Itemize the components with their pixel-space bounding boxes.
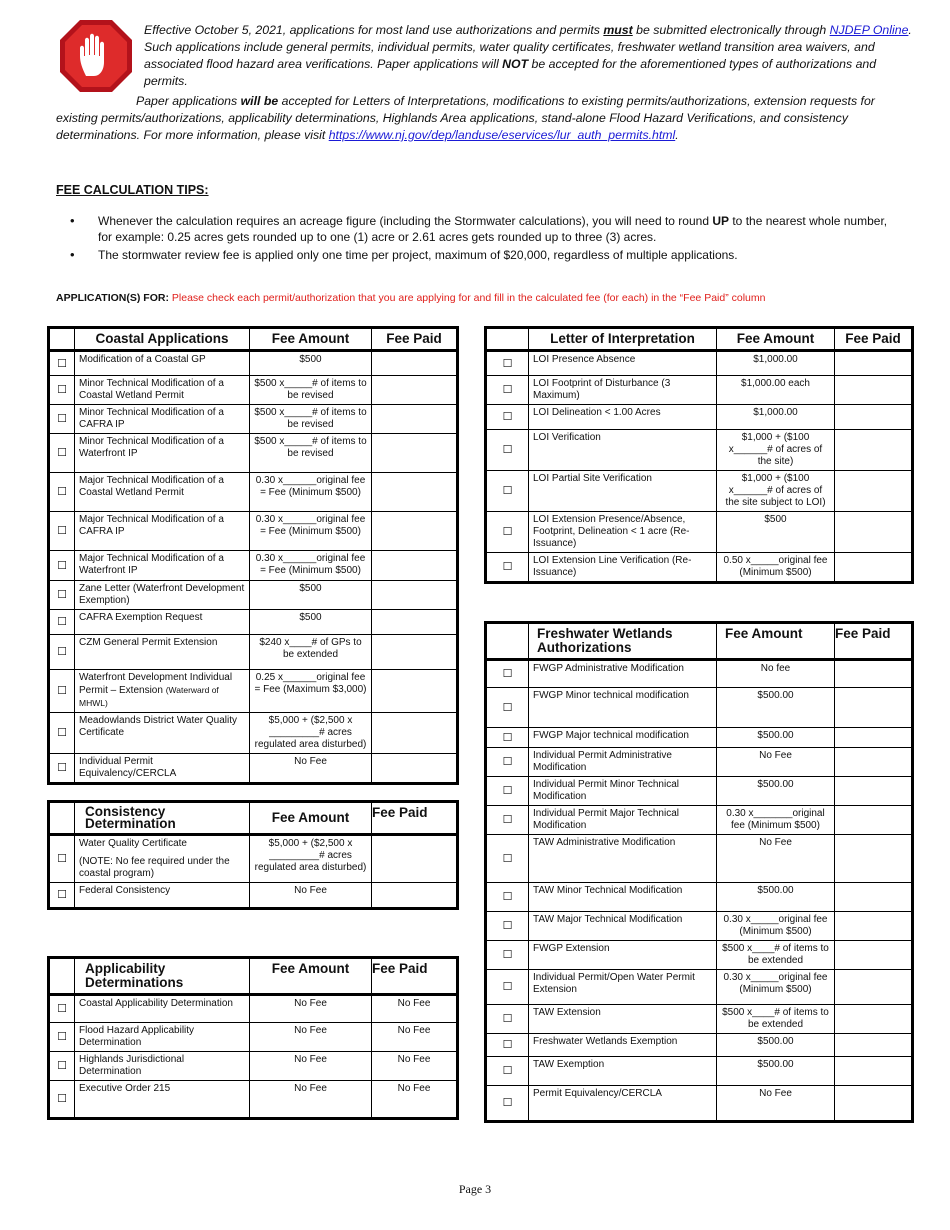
table-row — [486, 941, 913, 970]
fee-paid-cell[interactable] — [372, 551, 458, 581]
permit-name-cell — [529, 728, 717, 748]
table-row — [486, 471, 913, 512]
permit-name-cell — [529, 1057, 717, 1086]
row-checkbox[interactable]: ☐ — [49, 405, 75, 434]
permit-name: Major Technical Modification of a CAFRA IP — [79, 514, 224, 537]
row-checkbox[interactable]: ☐ — [486, 351, 529, 376]
permit-name: Major Technical Modification of a Coastal Wetland Permit — [79, 475, 224, 498]
table-row — [486, 351, 913, 376]
fee-paid-cell[interactable] — [835, 1005, 913, 1034]
fee-amount-cell: 0.30 x_______original fee (Minimum $500) — [717, 806, 835, 835]
fee-amount-cell: $500.00 — [717, 1034, 835, 1057]
fee-amount-cell: 0.25 x______original fee = Fee (Maximum $3,000) — [250, 670, 372, 713]
fee-paid-cell[interactable] — [372, 883, 458, 909]
table-row — [49, 610, 458, 635]
permit-name: Individual Permit Administrative Modification — [533, 750, 672, 773]
permit-name-cell — [75, 473, 250, 512]
fee-paid-cell[interactable] — [372, 610, 458, 635]
permit-name-cell — [75, 635, 250, 670]
permit-name: Zane Letter (Waterfront Development Exemption) — [79, 583, 245, 606]
fee-amount-cell: 0.30 x______original fee = Fee (Minimum $500) — [250, 512, 372, 551]
table-row — [486, 970, 913, 1005]
fee-amount-cell: $500 x_____# of items to be revised — [250, 405, 372, 434]
table-row — [486, 806, 913, 835]
row-checkbox[interactable]: ☐ — [49, 610, 75, 635]
col-header-fee-paid: Fee Paid — [835, 623, 913, 660]
row-checkbox[interactable]: ☐ — [486, 777, 529, 806]
fee-amount-cell: 0.30 x_____original fee (Minimum $500) — [717, 970, 835, 1005]
row-checkbox[interactable]: ☐ — [49, 581, 75, 610]
table-row — [486, 660, 913, 688]
permit-name-cell — [529, 405, 717, 430]
permit-name-cell — [529, 1005, 717, 1034]
notice-paragraph-1: Effective October 5, 2021, applications for most land use authorizations and permits must be submitted electronically through NJDEP Online. Such applications include general permits, individual permits, water quality certificates, freshwater wetland transition area waivers, and associated flood hazard area verifications. Paper applications will NOT be accepted for the aforementioned types of authorizations and permits. — [144, 23, 912, 88]
col-header-fee-amount: Fee Amount — [250, 802, 372, 835]
permit-name: Flood Hazard Applicability Determination — [79, 1025, 195, 1048]
permit-name: CZM General Permit Extension — [79, 637, 218, 648]
permit-name-cell — [529, 1034, 717, 1057]
permit-name: TAW Administrative Modification — [533, 837, 676, 848]
consistency-determination-table — [47, 800, 459, 910]
permit-name-cell — [75, 1052, 250, 1081]
permit-name-cell — [75, 610, 250, 635]
permit-name-cell — [529, 553, 717, 583]
permit-name: Individual Permit/Open Water Permit Extension — [533, 972, 695, 995]
permit-name-cell — [75, 670, 250, 713]
permit-name: TAW Major Technical Modification — [533, 914, 683, 925]
fee-paid-cell[interactable] — [835, 728, 913, 748]
row-checkbox[interactable]: ☐ — [486, 912, 529, 941]
fee-amount-cell: $1,000.00 — [717, 351, 835, 376]
permit-name: Highlands Jurisdictional Determination — [79, 1054, 185, 1077]
table-row — [486, 688, 913, 728]
fee-paid-cell[interactable] — [835, 912, 913, 941]
row-checkbox[interactable]: ☐ — [49, 1023, 75, 1052]
coastal-applications-table — [47, 326, 459, 785]
fee-amount-cell: 0.30 x_____original fee (Minimum $500) — [717, 912, 835, 941]
row-checkbox[interactable]: ☐ — [486, 883, 529, 912]
row-checkbox[interactable]: ☐ — [486, 405, 529, 430]
permit-name-cell — [75, 351, 250, 376]
permit-name: Water Quality Certificate — [79, 838, 187, 849]
table-row — [49, 1023, 458, 1052]
permit-name-cell — [529, 748, 717, 777]
table-row — [49, 581, 458, 610]
fee-paid-cell[interactable] — [835, 883, 913, 912]
permit-name: FWGP Administrative Modification — [533, 663, 684, 674]
fee-tip-rounding: • Whenever the calculation requires an acreage figure (including the Stormwater calculations), you will need to round UP to the nearest whole number, for example: 0.25 acres gets rounded up to one (1) acre or 2.61 acres gets rounded up to three (3) acres. — [70, 213, 900, 245]
permit-name-cell — [75, 883, 250, 909]
row-checkbox[interactable]: ☐ — [49, 1081, 75, 1119]
row-checkbox[interactable]: ☐ — [486, 1057, 529, 1086]
permit-name-cell — [75, 512, 250, 551]
permit-name-cell — [75, 713, 250, 754]
fee-amount-cell: 0.50 x_____original fee (Minimum $500) — [717, 553, 835, 583]
letter-of-interpretation-table — [484, 326, 914, 584]
permit-name-cell — [529, 351, 717, 376]
permit-name-cell — [529, 512, 717, 553]
table-row — [49, 351, 458, 376]
page-number: Page 3 — [458, 1182, 492, 1196]
permit-name-cell — [529, 430, 717, 471]
table-row — [486, 376, 913, 405]
fee-amount-cell: $5,000 + ($2,500 x _________# acres regulated area disturbed) — [250, 713, 372, 754]
row-checkbox[interactable]: ☐ — [49, 713, 75, 754]
fee-amount-cell: $1,000.00 each — [717, 376, 835, 405]
fee-amount-cell: No fee — [717, 660, 835, 688]
permit-name: Minor Technical Modification of a CAFRA IP — [79, 407, 224, 430]
permit-name-cell — [529, 1086, 717, 1122]
permit-name-cell — [529, 941, 717, 970]
fee-amount-cell: $500 x_____# of items to be revised — [250, 434, 372, 473]
fee-paid-cell[interactable] — [835, 806, 913, 835]
permit-name: FWGP Extension — [533, 943, 610, 954]
fee-amount-cell: No Fee — [250, 1081, 372, 1119]
table-row — [49, 713, 458, 754]
row-checkbox[interactable]: ☐ — [49, 473, 75, 512]
fee-amount-cell: $500 — [250, 581, 372, 610]
row-checkbox[interactable]: ☐ — [49, 351, 75, 376]
fee-tip-stormwater: • The stormwater review fee is applied only one time per project, maximum of $20,000, regardless of multiple applications. — [70, 247, 900, 263]
col-header-name: Consistency Determination — [75, 802, 250, 835]
permit-name: Permit Equivalency/CERCLA — [533, 1088, 662, 1099]
permit-name-cell — [75, 1023, 250, 1052]
col-header-name: Letter of Interpretation — [529, 328, 717, 351]
row-checkbox[interactable]: ☐ — [486, 688, 529, 728]
table-row — [486, 1057, 913, 1086]
row-checkbox[interactable]: ☐ — [49, 376, 75, 405]
fee-paid-cell[interactable] — [372, 635, 458, 670]
table-row — [49, 405, 458, 434]
fee-amount-cell: $500.00 — [717, 688, 835, 728]
table-row — [486, 1086, 913, 1122]
fee-paid-cell[interactable] — [372, 405, 458, 434]
table-row — [486, 405, 913, 430]
fee-amount-cell: No Fee — [250, 754, 372, 784]
permit-name-cell — [75, 376, 250, 405]
permit-name-qualifier: (Waterward of MHWL) — [79, 685, 219, 708]
table-row — [49, 473, 458, 512]
col-header-name: Freshwater Wetlands Authorizations — [529, 623, 717, 660]
application-for-instruction: APPLICATION(S) FOR: Please check each permit/authorization that you are applying for and fill in the calculated fee (for each) in the “Fee Paid” column — [56, 292, 766, 304]
col-header-name: Coastal Applications — [75, 328, 250, 351]
permit-name-cell — [529, 835, 717, 883]
row-checkbox[interactable]: ☐ — [49, 754, 75, 784]
table-row — [486, 835, 913, 883]
row-checkbox[interactable]: ☐ — [486, 728, 529, 748]
permit-name: LOI Extension Line Verification (Re-Issuance) — [533, 555, 692, 578]
col-header-fee-paid: Fee Paid — [372, 328, 458, 351]
table-row — [486, 748, 913, 777]
row-checkbox[interactable]: ☐ — [49, 995, 75, 1023]
fee-amount-cell: 0.30 x______original fee = Fee (Minimum $500) — [250, 551, 372, 581]
col-header-fee-amount: Fee Amount — [250, 328, 372, 351]
permit-name: Meadowlands District Water Quality Certificate — [79, 715, 238, 738]
fee-paid-cell[interactable] — [835, 1086, 913, 1122]
fee-amount-cell: No Fee — [717, 835, 835, 883]
permit-name: TAW Exemption — [533, 1059, 605, 1070]
permit-name: Individual Permit Minor Technical Modification — [533, 779, 679, 802]
row-checkbox[interactable]: ☐ — [486, 1005, 529, 1034]
permit-name: FWGP Major technical modification — [533, 730, 689, 741]
fee-paid-cell[interactable] — [835, 471, 913, 512]
table-row — [486, 777, 913, 806]
table-row — [49, 670, 458, 713]
fee-paid-cell[interactable] — [835, 970, 913, 1005]
fee-paid-cell[interactable] — [372, 713, 458, 754]
njdep-online-link[interactable]: NJDEP Online — [829, 23, 909, 37]
fee-paid-cell[interactable] — [835, 941, 913, 970]
table-row — [486, 430, 913, 471]
fee-paid-cell[interactable] — [835, 512, 913, 553]
permit-name: Individual Permit Major Technical Modification — [533, 808, 679, 831]
fee-amount-cell: $240 x____# of GPs to be extended — [250, 635, 372, 670]
permit-name: Minor Technical Modification of a Waterfront IP — [79, 436, 224, 459]
fee-amount-cell: $5,000 + ($2,500 x _________# acres regulated area disturbed) — [250, 835, 372, 883]
col-header-fee-paid: Fee Paid — [372, 958, 458, 995]
permit-name: Coastal Applicability Determination — [79, 998, 233, 1009]
permit-name: FWGP Minor technical modification — [533, 690, 689, 701]
row-checkbox[interactable]: ☐ — [486, 1086, 529, 1122]
table-row — [486, 1034, 913, 1057]
table-row — [49, 835, 458, 883]
permit-name-cell — [75, 551, 250, 581]
fee-paid-cell[interactable]: No Fee — [372, 1052, 458, 1081]
fee-amount-cell: $500.00 — [717, 883, 835, 912]
fee-paid-cell[interactable]: No Fee — [372, 995, 458, 1023]
table-row — [49, 754, 458, 784]
permit-name: Major Technical Modification of a Waterfront IP — [79, 553, 224, 576]
fee-amount-cell: No Fee — [717, 1086, 835, 1122]
table-row — [49, 1052, 458, 1081]
fee-paid-cell[interactable] — [835, 688, 913, 728]
permit-name: Federal Consistency — [79, 885, 171, 896]
fee-amount-cell: No Fee — [717, 748, 835, 777]
table-row — [49, 995, 458, 1023]
permit-name-cell — [75, 581, 250, 610]
fee-paid-cell[interactable] — [372, 376, 458, 405]
row-checkbox[interactable]: ☐ — [486, 471, 529, 512]
fee-tips-list — [70, 213, 900, 265]
row-checkbox[interactable]: ☐ — [486, 941, 529, 970]
fee-amount-cell: $1,000 + ($100 x______# of acres of the site subject to LOI) — [717, 471, 835, 512]
fee-paid-cell[interactable] — [372, 512, 458, 551]
row-checkbox[interactable]: ☐ — [486, 970, 529, 1005]
permit-name: Freshwater Wetlands Exemption — [533, 1036, 678, 1047]
table-row — [49, 883, 458, 909]
row-checkbox[interactable]: ☐ — [49, 835, 75, 883]
permit-name-cell — [529, 883, 717, 912]
table-row — [486, 553, 913, 583]
fee-amount-cell: No Fee — [250, 1052, 372, 1081]
row-checkbox[interactable]: ☐ — [49, 551, 75, 581]
col-header-fee-amount: Fee Amount — [250, 958, 372, 995]
permit-name: Waterfront Development Individual Permit – Extension — [79, 672, 233, 696]
fee-paid-cell[interactable]: No Fee — [372, 1081, 458, 1119]
permit-name-cell — [529, 660, 717, 688]
permit-name-cell — [75, 1081, 250, 1119]
col-header-fee-paid: Fee Paid — [835, 328, 913, 351]
row-checkbox[interactable]: ☐ — [49, 883, 75, 909]
permit-name: LOI Partial Site Verification — [533, 473, 652, 484]
permit-name-cell — [529, 471, 717, 512]
fee-paid-cell[interactable] — [372, 473, 458, 512]
row-checkbox[interactable]: ☐ — [486, 512, 529, 553]
fee-amount-cell: $500 x_____# of items to be revised — [250, 376, 372, 405]
row-checkbox[interactable]: ☐ — [486, 430, 529, 471]
permit-note: (NOTE: No fee required under the coastal program) — [79, 856, 230, 879]
permit-name: Individual Permit Equivalency/CERCLA — [79, 756, 177, 779]
fee-amount-cell: $500.00 — [717, 1057, 835, 1086]
permit-name: Executive Order 215 — [79, 1083, 171, 1094]
table-row — [486, 728, 913, 748]
permit-name-cell — [529, 806, 717, 835]
row-checkbox[interactable]: ☐ — [486, 748, 529, 777]
fee-paid-cell[interactable] — [835, 351, 913, 376]
fee-amount-cell: $500 x____# of items to be extended — [717, 1005, 835, 1034]
applicability-determinations-table — [47, 956, 459, 1120]
col-header-name: Applicability Determinations — [75, 958, 250, 995]
lur-auth-permits-link[interactable]: https://www.nj.gov/dep/landuse/eservices/lur_auth_permits.html — [328, 128, 676, 142]
table-row — [49, 376, 458, 405]
permit-name: TAW Extension — [533, 1007, 601, 1018]
row-checkbox[interactable]: ☐ — [49, 434, 75, 473]
permit-name: LOI Extension Presence/Absence, Footprint, Delineation < 1 acre (Re-Issuance) — [533, 514, 690, 549]
permit-name-cell — [75, 434, 250, 473]
row-checkbox[interactable]: ☐ — [486, 806, 529, 835]
permit-name: LOI Verification — [533, 432, 601, 443]
row-checkbox[interactable]: ☐ — [486, 1034, 529, 1057]
permit-name-cell — [75, 405, 250, 434]
row-checkbox[interactable]: ☐ — [486, 553, 529, 583]
permit-name: TAW Minor Technical Modification — [533, 885, 683, 896]
electronic-submission-notice — [56, 22, 916, 144]
freshwater-wetlands-table — [484, 621, 914, 1123]
fee-amount-cell: $500 — [250, 610, 372, 635]
fee-paid-cell[interactable]: No Fee — [372, 1023, 458, 1052]
row-checkbox[interactable]: ☐ — [486, 835, 529, 883]
permit-name-cell — [75, 835, 250, 883]
fee-paid-cell[interactable] — [835, 835, 913, 883]
permit-name: LOI Footprint of Disturbance (3 Maximum) — [533, 378, 671, 401]
permit-name-cell — [75, 995, 250, 1023]
fee-paid-cell[interactable] — [372, 754, 458, 784]
fee-paid-cell[interactable] — [835, 376, 913, 405]
fee-tips-heading: FEE CALCULATION TIPS: — [56, 183, 209, 197]
table-row — [49, 512, 458, 551]
permit-name: CAFRA Exemption Request — [79, 612, 203, 623]
row-checkbox[interactable]: ☐ — [486, 660, 529, 688]
fee-paid-cell[interactable] — [372, 434, 458, 473]
table-row — [49, 434, 458, 473]
permit-name: LOI Delineation < 1.00 Acres — [533, 407, 661, 418]
row-checkbox[interactable]: ☐ — [49, 635, 75, 670]
fee-paid-cell[interactable] — [372, 670, 458, 713]
col-header-fee-amount: Fee Amount — [717, 328, 835, 351]
table-row — [49, 1081, 458, 1119]
fee-amount-cell: No Fee — [250, 883, 372, 909]
fee-paid-cell[interactable] — [835, 1034, 913, 1057]
permit-name-cell — [529, 376, 717, 405]
permit-name-cell — [75, 754, 250, 784]
fee-amount-cell: $1,000 + ($100 x______# of acres of the site) — [717, 430, 835, 471]
fee-paid-cell[interactable] — [835, 1057, 913, 1086]
fee-paid-cell[interactable] — [372, 351, 458, 376]
fee-amount-cell: 0.30 x______original fee = Fee (Minimum $500) — [250, 473, 372, 512]
fee-paid-cell[interactable] — [835, 430, 913, 471]
fee-amount-cell: $500.00 — [717, 728, 835, 748]
row-checkbox[interactable]: ☐ — [49, 512, 75, 551]
table-row — [49, 551, 458, 581]
fee-paid-cell[interactable] — [835, 405, 913, 430]
notice-paragraph-2: Paper applications will be accepted for Letters of Interpretations, modifications to existing permits/authorizations, extension requests for existing permits/authorizations, applicability determinations, Highlands Area applications, stand-alone Flood Hazard Verifications, and consistency determinations. For more information, please visit https://www.nj.gov/dep/landuse/eservices/lur_auth_permits.html. — [56, 94, 875, 142]
fee-paid-cell[interactable] — [835, 553, 913, 583]
fee-paid-cell[interactable] — [835, 748, 913, 777]
permit-name: Modification of a Coastal GP — [79, 354, 206, 365]
fee-amount-cell: $500 x____# of items to be extended — [717, 941, 835, 970]
fee-amount-cell: $500.00 — [717, 777, 835, 806]
col-header-fee-paid: Fee Paid — [372, 802, 458, 835]
table-row — [49, 635, 458, 670]
permit-name-cell — [529, 777, 717, 806]
table-row — [486, 1005, 913, 1034]
row-checkbox[interactable]: ☐ — [49, 1052, 75, 1081]
permit-name: Minor Technical Modification of a Coastal Wetland Permit — [79, 378, 224, 401]
fee-amount-cell: No Fee — [250, 995, 372, 1023]
col-header-fee-amount: Fee Amount — [717, 623, 835, 660]
table-row — [486, 912, 913, 941]
fee-amount-cell: $1,000.00 — [717, 405, 835, 430]
permit-name-cell — [529, 688, 717, 728]
permit-name: LOI Presence Absence — [533, 354, 636, 365]
fee-amount-cell: $500 — [250, 351, 372, 376]
permit-name-cell — [529, 912, 717, 941]
permit-name-cell — [529, 970, 717, 1005]
row-checkbox[interactable]: ☐ — [486, 376, 529, 405]
table-row — [486, 512, 913, 553]
fee-amount-cell: No Fee — [250, 1023, 372, 1052]
fee-paid-cell[interactable] — [835, 660, 913, 688]
fee-paid-cell[interactable] — [835, 777, 913, 806]
table-row — [486, 883, 913, 912]
fee-amount-cell: $500 — [717, 512, 835, 553]
fee-paid-cell[interactable] — [372, 581, 458, 610]
row-checkbox[interactable]: ☐ — [49, 670, 75, 713]
fee-paid-cell[interactable] — [372, 835, 458, 883]
